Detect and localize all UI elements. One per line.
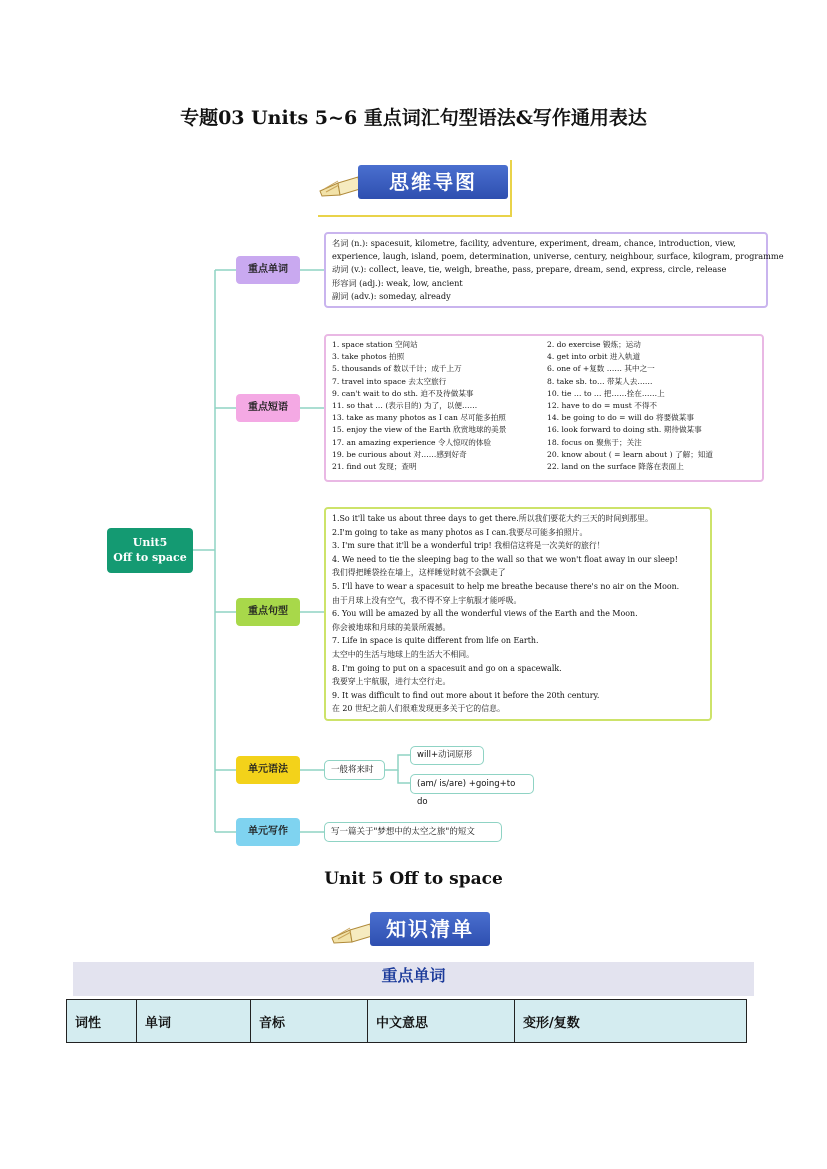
phrase-item: 16. look forward to doing sth. 期待做某事 [547,425,702,435]
phrase-item: 17. an amazing experience 令人惊叹的体验 [332,437,492,447]
node-vocab: 重点单词 [236,256,300,284]
phrase-item: 5. thousands of 数以千计；成千上万 [332,364,462,374]
phrase-item: 12. have to do = must 不得不 [547,401,658,411]
phrase-item: 21. find out 发现；查明 [332,462,417,472]
root-line1: Unit5 [132,536,168,549]
sentence-line: 6. You will be amazed by all the wonderful views of the Earth and the Moon. [332,609,638,619]
sentence-line: 我要穿上宇航服，进行太空行走。 [332,677,451,687]
vocab-line: 形容词 (adj.): weak, low, ancient [332,277,463,288]
node-writing: 单元写作 [236,818,300,846]
phrase-item: 10. tie … to … 把……拴在……上 [547,388,665,398]
grammar-will: will+动词原形 [410,746,484,765]
sentence-line: 5. I'll have to wear a spacesuit to help me breathe because there's no air on the Moon. [332,581,680,591]
phrase-item: 3. take photos 拍照 [332,352,405,362]
phrases-left-col [332,339,541,477]
table-header: 单词 [137,1000,251,1043]
sentence-line: 4. We need to tie the sleeping bag to the wall so that we won't float away in our sleep! [332,554,678,564]
phrase-item: 9. can't wait to do sth. 迫不及待做某事 [332,388,474,398]
sentence-line: 8. I'm going to put on a spacesuit and go on a spacewalk. [332,663,562,673]
sentence-line: 2.I'm going to take as many photos as I can.我要尽可能多拍照片。 [332,527,588,537]
vocab-line: 动词 (v.): collect, leave, tie, weigh, breathe, pass, prepare, dream, send, express, circle, release [332,264,727,275]
node-phrases: 重点短语 [236,394,300,422]
mindmap-root [107,528,193,573]
mindmap-banner-label: 思维导图 [358,165,508,199]
table-header: 词性 [67,1000,137,1043]
sentence-line: 你会被地球和月球的美景所震撼。 [332,622,451,632]
sentence-line: 3. I'm sure that it'll be a wonderful trip! 我相信这将是一次美好的旅行！ [332,541,605,551]
sentence-line: 9. It was difficult to find out more about it before the 20th century. [332,690,600,700]
sentence-line: 1.So it'll take us about three days to get there.所以我们要花大约三天的时间到那里。 [332,514,653,523]
phrase-item: 1. space station 空间站 [332,340,418,349]
unit-subtitle: Unit 5 Off to space [324,869,503,889]
phrase-item: 2. do exercise 锻炼；运动 [547,340,641,349]
book-icon [330,918,374,944]
phrase-item: 13. take as many photos as I can 尽可能多拍照 [332,413,506,423]
phrase-item: 4. get into orbit 进入轨道 [547,352,641,362]
knowledge-banner [330,910,500,948]
phrase-item: 6. one of +复数 …… 其中之一 [547,364,655,374]
phrases-card [324,334,764,482]
sentence-line: 在 20 世纪之前人们很难发现更多关于它的信息。 [332,704,505,714]
vocab-card [324,232,784,308]
grammar-going-to: (am/ is/are) +going+to do [410,774,534,794]
phrase-item: 18. focus on 聚焦于；关注 [547,437,642,447]
vocab-table [66,999,747,1043]
phrase-item: 8. take sb. to… 带某人去…… [547,376,653,386]
root-line2: Off to space [113,551,187,564]
table-header: 变形/复数 [515,1000,747,1043]
phrase-item: 15. enjoy the view of the Earth 欣赏地球的美景 [332,425,507,435]
vocab-line: 副词 (adv.): someday, already [332,290,451,301]
node-sentences: 重点句型 [236,598,300,626]
vocab-line: 名词 (n.): spacesuit, kilometre, facility, adventure, experiment, dream, chance, introduction, view, [332,238,736,248]
phrase-item: 19. be curious about 对……感到好奇 [332,449,467,459]
node-grammar: 单元语法 [236,756,300,784]
phrase-item: 14. be going to do = will do 将要做某事 [547,413,694,423]
sentence-line: 由于月球上没有空气，我不得不穿上宇航服才能呼吸。 [332,595,522,605]
sentence-line: 7. Life in space is quite different from life on Earth. [332,636,539,646]
phrase-item: 11. so that … (表示目的) 为了，以便…… [332,401,478,411]
knowledge-banner-label: 知识清单 [370,912,490,946]
writing-task: 写一篇关于"梦想中的太空之旅"的短文 [324,822,502,842]
table-header-row [67,1000,747,1043]
phrase-item: 22. land on the surface 降落在表面上 [547,462,684,472]
phrase-item: 7. travel into space 去太空旅行 [332,376,447,386]
grammar-main: 一般将来时 [324,760,385,780]
table-header: 音标 [251,1000,368,1043]
phrases-right-col [541,339,756,477]
sentence-line: 太空中的生活与地球上的生活大不相同。 [332,649,475,659]
section-title: 重点单词 [73,962,754,996]
table-header: 中文意思 [368,1000,515,1043]
phrase-item: 20. know about ( = learn about ) 了解；知道 [547,449,713,459]
vocab-line: experience, laugh, island, poem, determination, universe, century, neighbour, surface, kilogram, programme [332,251,784,262]
sentences-card [324,507,712,721]
sentence-line: 我们得把睡袋拴在墙上，这样睡觉时就不会飘走了 [332,568,506,578]
page-title: 专题03 Units 5~6 重点词汇句型语法&写作通用表达 [180,107,647,129]
